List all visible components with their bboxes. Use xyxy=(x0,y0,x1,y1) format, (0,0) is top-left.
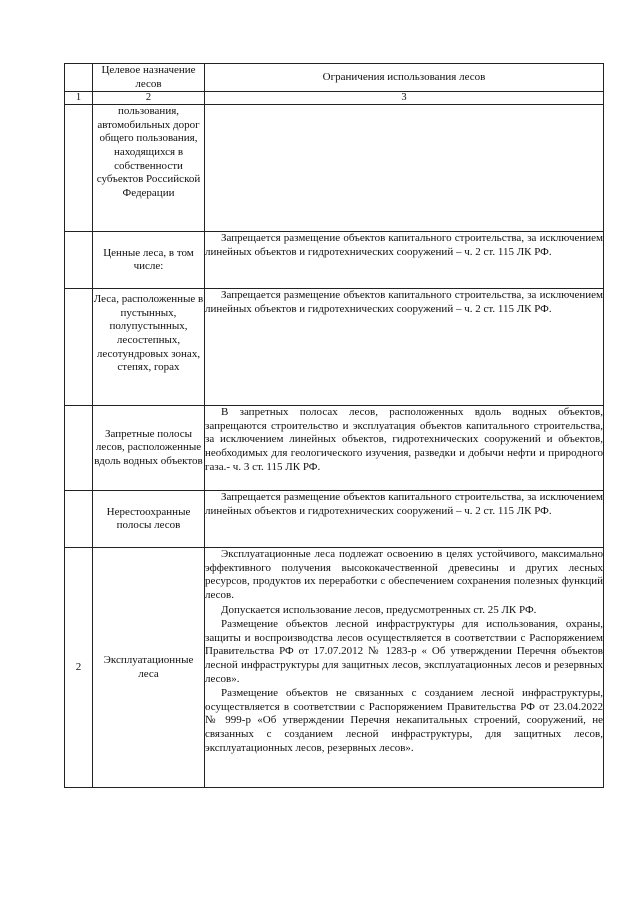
header-number-cell xyxy=(65,64,93,92)
table-row xyxy=(65,406,604,491)
forest-purpose: пользования, автомобильных дорог общего пользования, находящихся в собственности субъектов Российской Федерации xyxy=(93,105,205,232)
header-restrictions-cell: Ограничения использования лесов xyxy=(205,64,604,92)
restriction-paragraph: Размещение объектов не связанных с созданием лесной инфраструктуры, осуществляется в соответствии с Распоряжением Правительства РФ от 23.04.2022 № 999-р «Об утверждении Перечня некапитальных строений, сооружений, не связанных с созданием лесной инфраструктуры, для защитных лесов, эксплуатационных лесов, резервных лесов». xyxy=(205,687,603,754)
restrictions-cell xyxy=(205,491,604,548)
forest-purpose: Ценные леса, в том числе: xyxy=(93,232,205,289)
column-number: 1 xyxy=(65,92,93,105)
restriction-paragraph: Допускается использование лесов, предусмотренных ст. 25 ЛК РФ. xyxy=(221,603,537,616)
restrictions-cell xyxy=(205,406,604,491)
forest-purpose: Эксплуатационные леса xyxy=(93,548,205,788)
restrictions-cell xyxy=(205,232,604,289)
restrictions-cell xyxy=(205,548,604,788)
forest-purpose: Запретные полосы лесов, расположенные вдоль водных объектов xyxy=(93,406,205,491)
restrictions-cell xyxy=(205,105,604,232)
table-row xyxy=(65,491,604,548)
table-row xyxy=(65,105,604,232)
restrictions-cell xyxy=(205,289,604,406)
header-purpose-cell: Целевое назначение лесов xyxy=(93,64,205,92)
row-number xyxy=(65,105,93,232)
column-number-row xyxy=(65,92,604,105)
restriction-paragraph: Запрещается размещение объектов капитального строительства, за исключением линейных объектов и гидротехнических сооружений – ч. 2 ст. 115 ЛК РФ. xyxy=(205,491,603,517)
table-row xyxy=(65,232,604,289)
row-number xyxy=(65,232,93,289)
forest-purpose: Леса, расположенные в пустынных, полупустынных, лесостепных, лесотундровых зонах, степях, горах xyxy=(93,289,205,406)
row-number xyxy=(65,491,93,548)
restriction-paragraph: В запретных полосах лесов, расположенных вдоль водных объектов, запрещаются строительство и эксплуатация объектов капитального строительства, за исключением линейных объектов, гидротехнических сооружений и объектов, необходимых для геологического изучения, разведки и добычи нефти и природного газа.- ч. 3 ст. 115 ЛК РФ. xyxy=(205,406,603,473)
row-number xyxy=(65,406,93,491)
forest-purpose: Нерестоохранные полосы лесов xyxy=(93,491,205,548)
restriction-paragraph: Запрещается размещение объектов капитального строительства, за исключением линейных объектов и гидротехнических сооружений – ч. 2 ст. 115 ЛК РФ. xyxy=(205,289,603,315)
table-row xyxy=(65,289,604,406)
column-number: 2 xyxy=(93,92,205,105)
restriction-paragraph: Эксплуатационные леса подлежат освоению в целях устойчивого, максимально эффективного получения высококачественной древесины и других лесных ресурсов, продуктов их переработки с обеспечением сохранения полезных функций лесов. xyxy=(205,548,603,601)
row-number xyxy=(65,289,93,406)
table-row xyxy=(65,548,604,788)
row-number: 2 xyxy=(65,548,93,788)
restriction-paragraph: Размещение объектов лесной инфраструктуры для использования, охраны, защиты и воспроизводства лесов осуществляется в соответствии с Распоряжением Правительства РФ от 17.07.2012 № 1283-р « Об утверждении Перечня объектов лесной инфраструктуры для защитных лесов, эксплуатационных лесов и резервных лесов». xyxy=(205,618,603,685)
table-header-row xyxy=(65,64,604,92)
column-number: 3 xyxy=(205,92,604,105)
restriction-paragraph: Запрещается размещение объектов капитального строительства, за исключением линейных объектов и гидротехнических сооружений – ч. 2 ст. 115 ЛК РФ. xyxy=(205,232,603,258)
forest-use-table xyxy=(64,63,604,788)
